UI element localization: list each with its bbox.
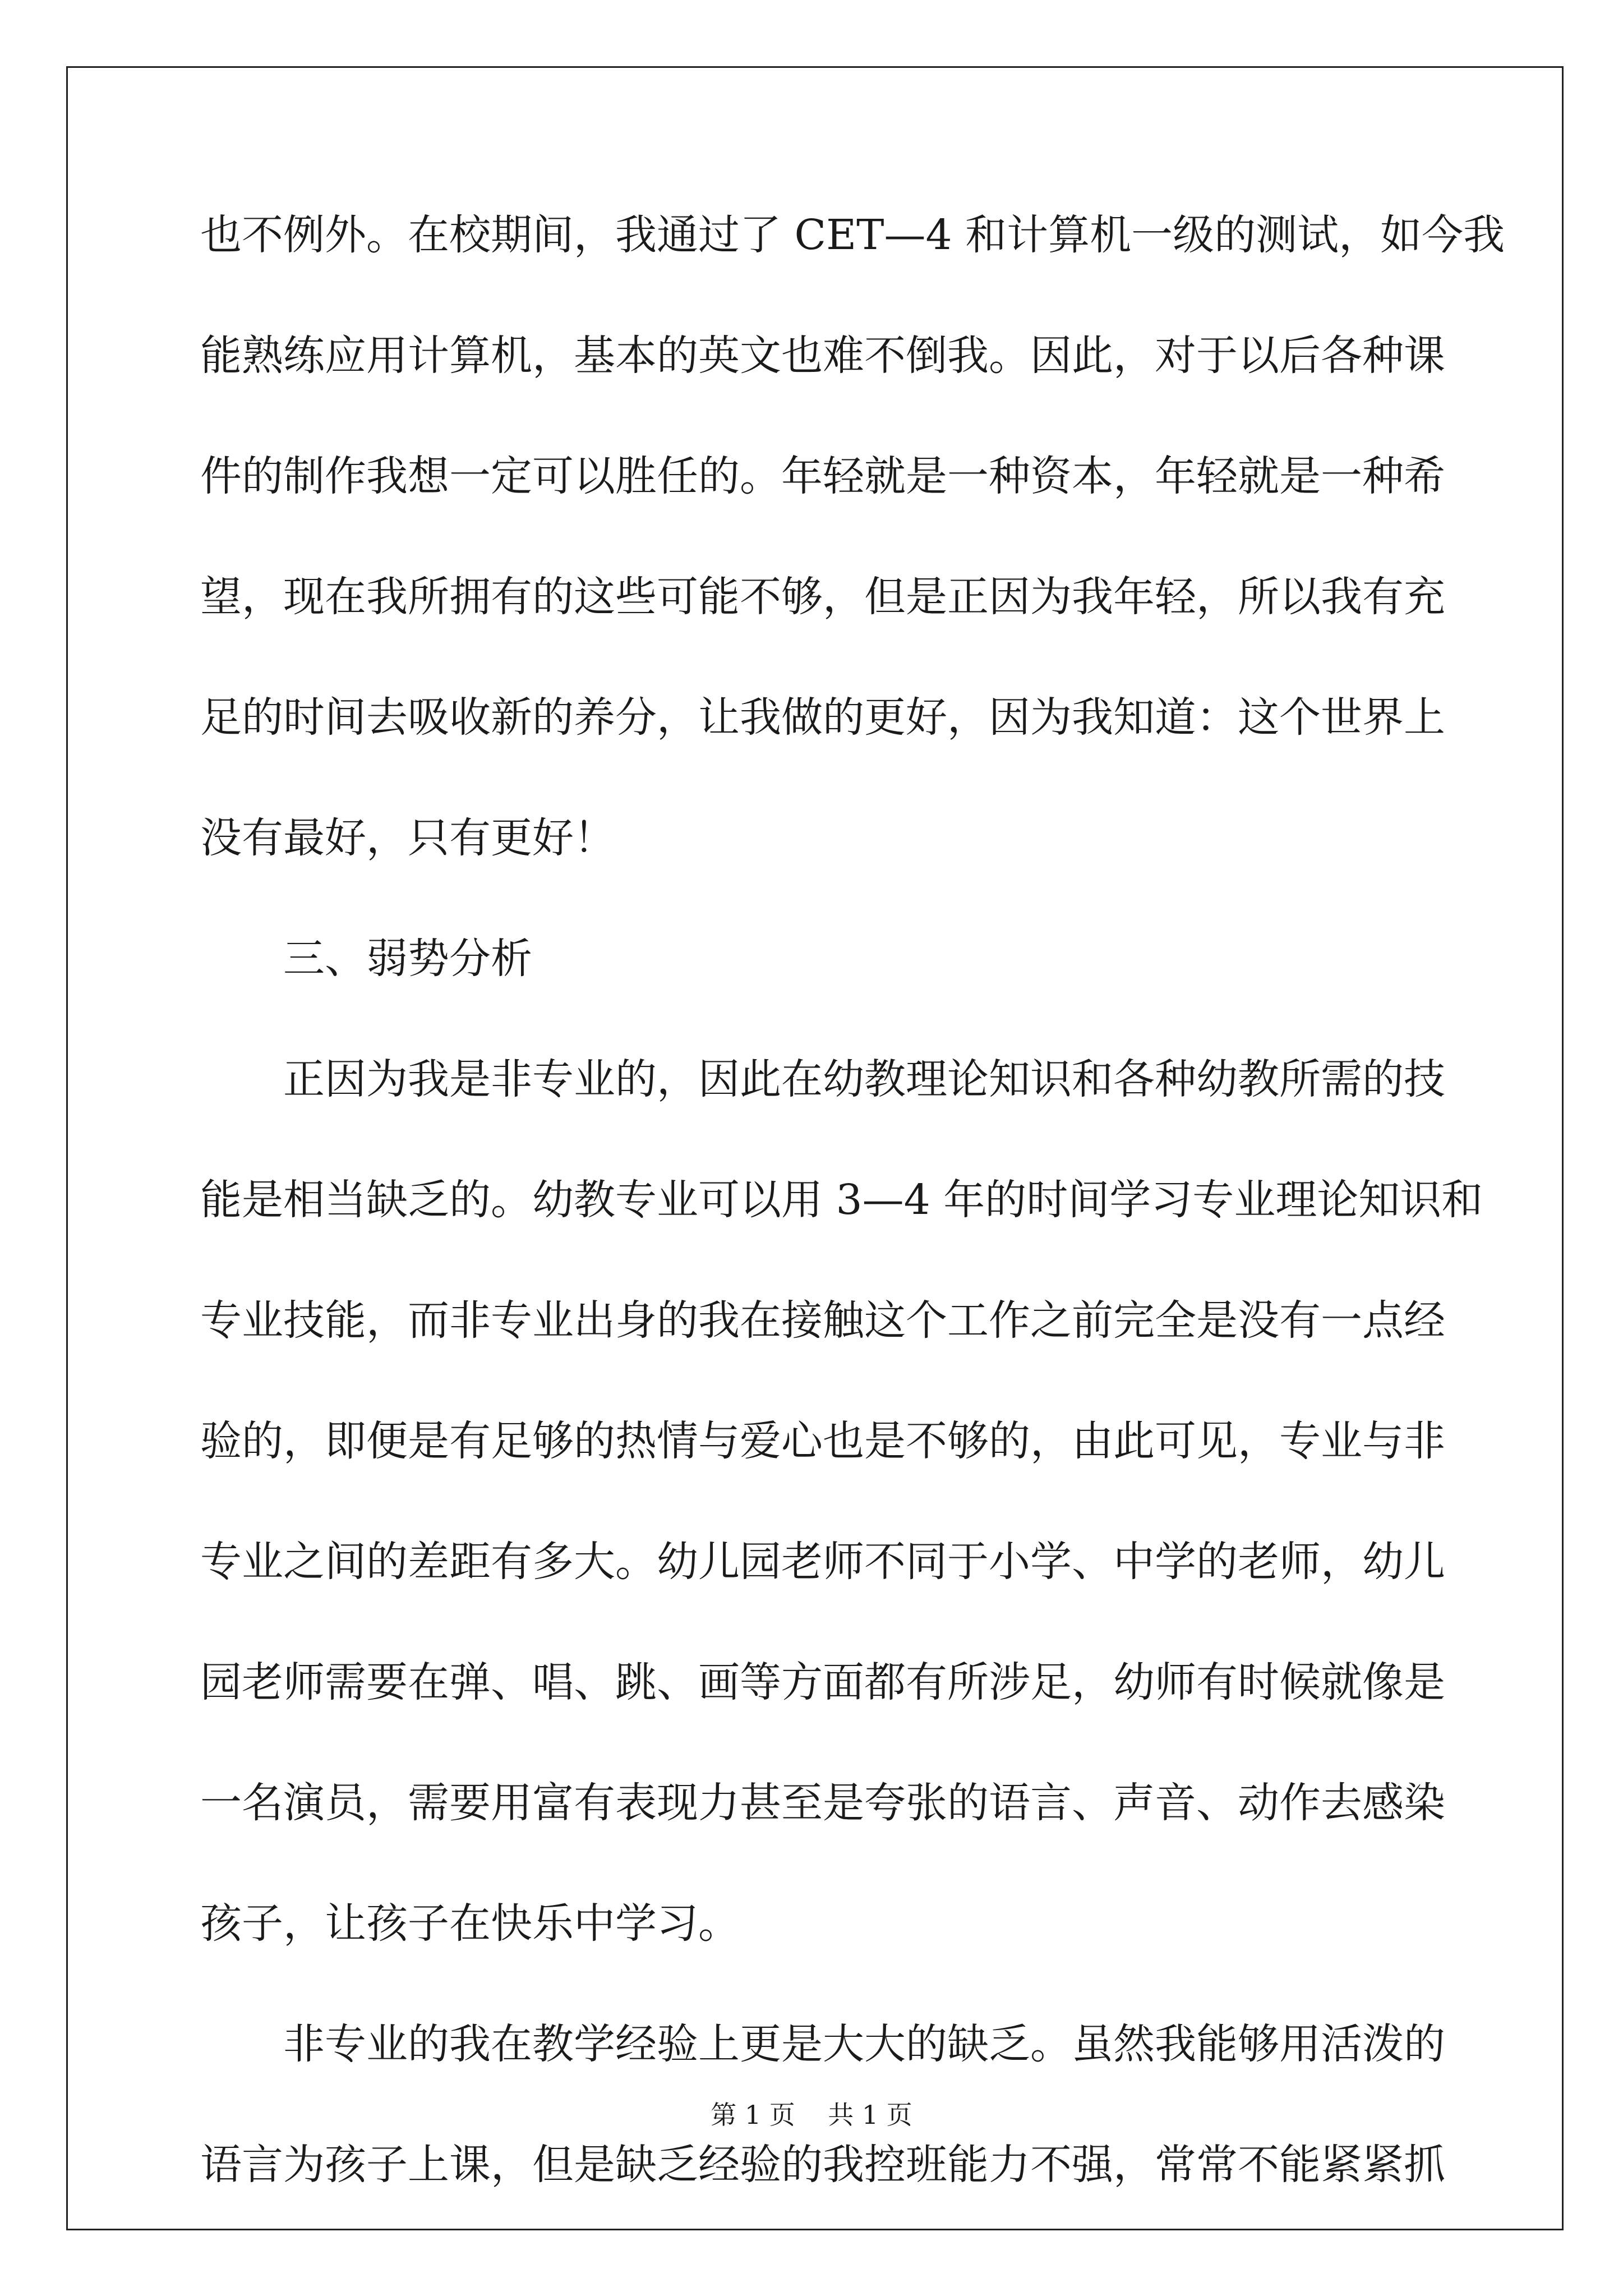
text-line: 足的时间去吸收新的养分，让我做的更好，因为我知道：这个世界上 (200, 693, 1445, 742)
section-heading: 三、弱势分析 (283, 935, 532, 983)
text-line: 能熟练应用计算机，基本的英文也难不倒我。因此，对于以后各种课 (200, 332, 1445, 380)
text-line: 一名演员，需要用富有表现力甚至是夸张的语言、声音、动作去感染 (200, 1779, 1445, 1827)
page-number-footer: 第 1 页 共 1 页 (711, 2100, 912, 2130)
text-line: 能是相当缺乏的。幼教专业可以用 3—4 年的时间学习专业理论知识和 (200, 1176, 1483, 1224)
text-line: 没有最好，只有更好！ (200, 814, 615, 862)
text-line: 也不例外。在校期间，我通过了 CET—4 和计算机一级的测试，如今我 (200, 211, 1505, 259)
text-line: 非专业的我在教学经验上更是大大的缺乏。虽然我能够用活泼的 (283, 2020, 1445, 2068)
text-line: 园老师需要在弹、唱、跳、画等方面都有所涉足，幼师有时候就像是 (200, 1658, 1445, 1706)
text-line: 语言为孩子上课，但是缺乏经验的我控班能力不强，常常不能紧紧抓 (200, 2141, 1445, 2189)
text-line: 专业之间的差距有多大。幼儿园老师不同于小学、中学的老师，幼儿 (200, 1538, 1445, 1586)
text-line: 验的，即便是有足够的热情与爱心也是不够的，由此可见，专业与非 (200, 1417, 1445, 1465)
text-line: 望，现在我所拥有的这些可能不够，但是正因为我年轻，所以我有充 (200, 573, 1445, 621)
text-line: 正因为我是非专业的，因此在幼教理论知识和各种幼教所需的技 (283, 1055, 1445, 1103)
text-line: 件的制作我想一定可以胜任的。年轻就是一种资本，年轻就是一种希 (200, 452, 1445, 500)
text-line: 专业技能，而非专业出身的我在接触这个工作之前完全是没有一点经 (200, 1296, 1445, 1345)
text-line: 孩子，让孩子在快乐中学习。 (200, 1899, 740, 1948)
document-body (200, 211, 1505, 2265)
